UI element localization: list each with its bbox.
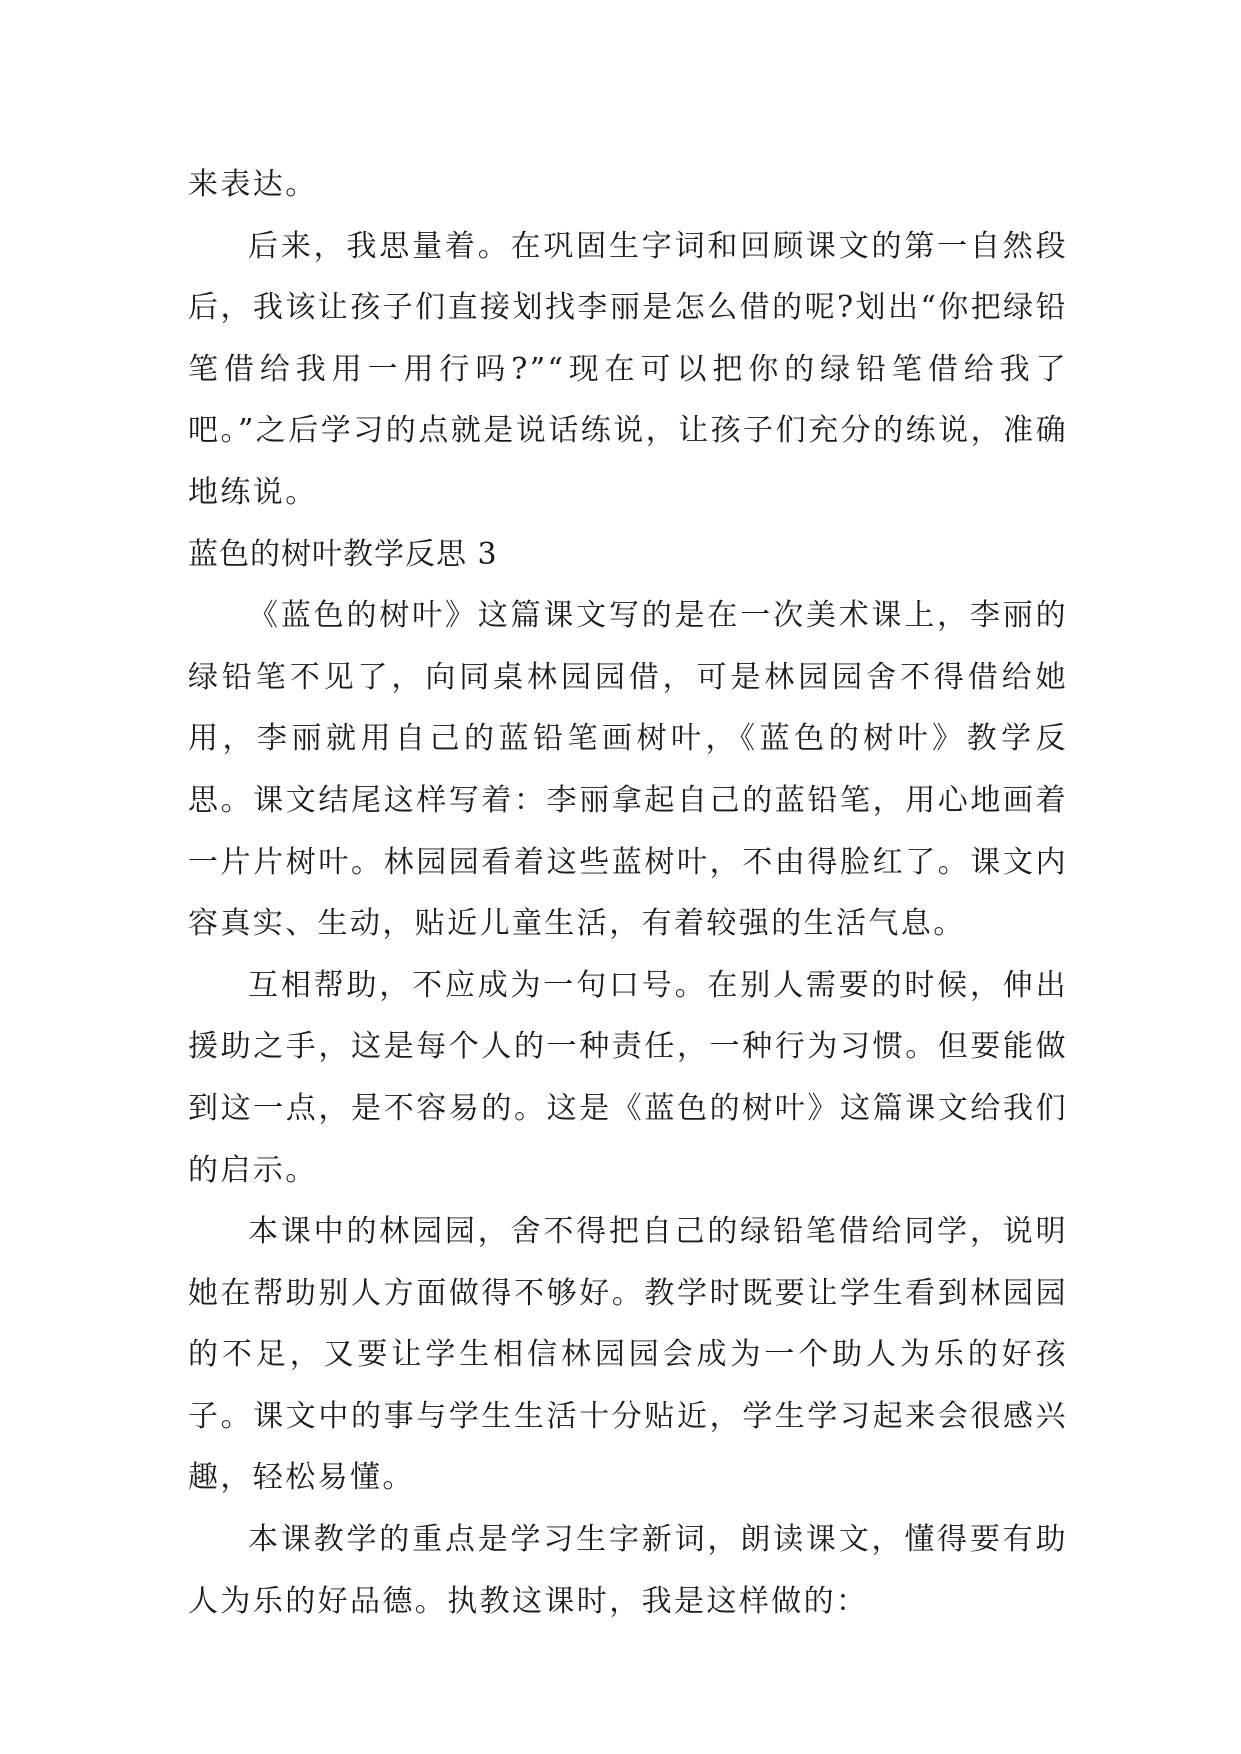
paragraph-mutual-help: 互相帮助，不应成为一句口号。在别人需要的时候，伸出援助之手，这是每个人的一种责任，一种行为习惯。但要能做到这一点，是不容易的。这是《蓝色的树叶》这篇课文给我们的启示。: [188, 967, 1068, 1188]
document-body: [188, 154, 1068, 1632]
paragraph-teaching-focus: 本课教学的重点是学习生字新词，朗读课文，懂得要有助人为乐的好品德。执教这课时，我是这样做的：: [188, 1522, 1068, 1619]
section-heading: 蓝色的树叶教学反思 3: [188, 536, 498, 572]
paragraph-continuation: 来表达。: [188, 167, 318, 202]
paragraph-character-analysis: 本课中的林园园，舍不得把自己的绿铅笔借给同学，说明她在帮助别人方面做得不够好。教学时既要让学生看到林园园的不足，又要让学生相信林园园会成为一个助人为乐的好孩子。课文中的事与学生生活十分贴近，学生学习起来会很感兴趣，轻松易懂。: [188, 1214, 1068, 1496]
paragraph-lesson-summary: 《蓝色的树叶》这篇课文写的是在一次美术课上，李丽的绿铅笔不见了，向同桌林园园借，可是林园园舍不得借给她用，李丽就用自己的蓝铅笔画树叶，《蓝色的树叶》教学反思。课文结尾这样写着：李丽拿起自己的蓝铅笔，用心地画着一片片树叶。林园园看着这些蓝树叶，不由得脸红了。课文内容真实、生动，贴近儿童生活，有着较强的生活气息。: [188, 598, 1068, 942]
paragraph-reflection-method: 后来，我思量着。在巩固生字词和回顾课文的第一自然段后，我该让孩子们直接划找李丽是怎么借的呢?划出“你把绿铅笔借给我用一用行吗?”“现在可以把你的绿铅笔借给我了吧。”之后学习的点就是说话练说，让孩子们充分的练说，准确地练说。: [188, 228, 1068, 510]
